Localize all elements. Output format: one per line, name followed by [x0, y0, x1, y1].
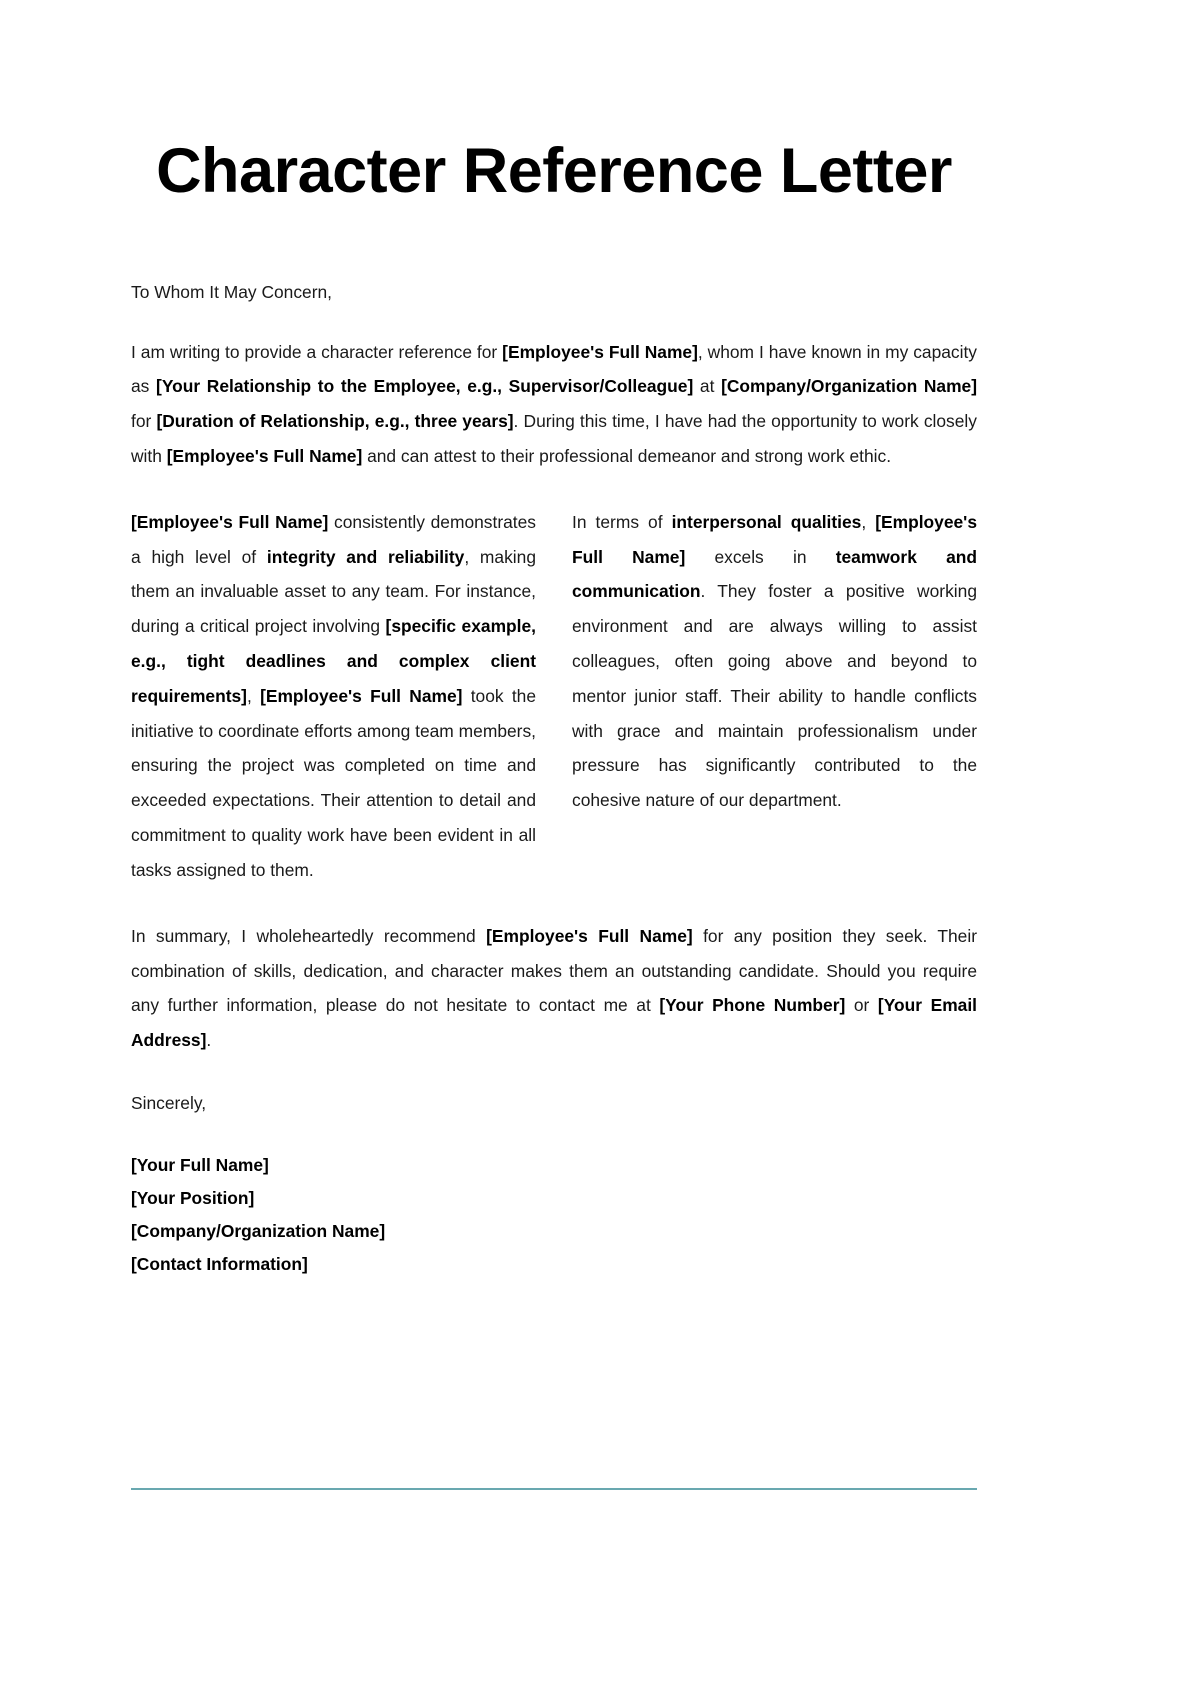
letter-body	[131, 278, 977, 1281]
intro-text-6: and can attest to their professional demeanor and strong work ethic.	[362, 445, 892, 466]
left-text-3: ,	[246, 685, 261, 706]
placeholder-employee-name-2: [Employee's Full Name]	[166, 445, 363, 466]
page-title: Character Reference Letter	[156, 136, 952, 206]
emphasis-teamwork-communication: teamwork and communication	[572, 546, 977, 602]
signature-company: [Company/Organization Name]	[131, 1220, 386, 1241]
placeholder-phone-number: [Your Phone Number]	[659, 995, 846, 1016]
intro-text-2: , whom I have known in my capacity as	[131, 341, 977, 397]
placeholder-email-address: [Your Email Address]	[131, 995, 978, 1051]
signature-full-name: [Your Full Name]	[131, 1154, 269, 1175]
right-column-paragraph	[572, 505, 977, 818]
right-text-2: ,	[861, 511, 876, 532]
footer-divider	[131, 1488, 977, 1490]
left-text-4: took the initiative to coordinate efforts among team members, ensuring the project was completed on time and exceeded expectations. Their attention to detail and commitment to quality work have been evident in all tasks assigned to them.	[131, 685, 537, 880]
intro-text-1: I am writing to provide a character reference for	[131, 341, 503, 362]
placeholder-relationship: [Your Relationship to the Employee, e.g., Supervisor/Colleague]	[156, 376, 694, 397]
signature-position: [Your Position]	[131, 1187, 255, 1208]
salutation: To Whom It May Concern,	[131, 281, 333, 302]
left-column-paragraph	[131, 505, 536, 888]
summary-text-3: or	[845, 995, 878, 1016]
placeholder-employee-name-4: [Employee's Full Name]	[260, 685, 463, 706]
summary-paragraph	[131, 919, 977, 1058]
intro-paragraph	[131, 335, 977, 474]
left-column	[131, 505, 536, 888]
summary-text-4: .	[206, 1030, 212, 1051]
intro-text-5: . During this time, I have had the opportunity to work closely with	[131, 411, 977, 466]
placeholder-employee-name-3: [Employee's Full Name]	[131, 511, 329, 532]
right-text-4: . They foster a positive working environment and are always willing to assist colleagues, often going above and beyond to mentor junior staff. Their ability to handle conflicts with grace and maintain professionalism under pressure has significantly contributed to the cohesive nature of our department.	[572, 581, 977, 811]
placeholder-employee-name-5: [Employee's Full Name]	[572, 511, 977, 567]
document-content	[131, 0, 977, 1281]
summary-text-1: In summary, I wholeheartedly recommend	[131, 925, 487, 946]
intro-text-4: for	[131, 411, 157, 432]
left-text-1: consistently demonstrates a high level of	[131, 511, 536, 567]
closing-line: Sincerely,	[131, 1092, 207, 1113]
summary-text-2: for any position they seek. Their combination of skills, dedication, and character makes them an outstanding candidate. Should you require any further information, please do not hesitate to contact me at	[131, 925, 977, 1016]
left-text-2: , making them an invaluable asset to any team. For instance, during a critical project involving	[131, 546, 536, 637]
placeholder-duration: [Duration of Relationship, e.g., three years]	[156, 411, 514, 432]
placeholder-employee-name-6: [Employee's Full Name]	[486, 925, 693, 946]
right-text-3: excels in	[685, 546, 836, 567]
intro-text-3: at	[693, 376, 722, 397]
two-column-section	[131, 505, 977, 888]
right-text-1: In terms of	[572, 511, 672, 532]
right-column	[572, 505, 977, 888]
signature-block	[131, 1149, 977, 1281]
emphasis-interpersonal-qualities: interpersonal qualities	[671, 511, 862, 532]
placeholder-specific-example: [specific example, e.g., tight deadlines and complex client requirements]	[131, 616, 536, 706]
signature-contact-info: [Contact Information]	[131, 1253, 308, 1274]
emphasis-integrity-reliability: integrity and reliability	[266, 546, 465, 567]
placeholder-company-name-1: [Company/Organization Name]	[721, 376, 978, 397]
placeholder-employee-name-1: [Employee's Full Name]	[502, 341, 698, 362]
